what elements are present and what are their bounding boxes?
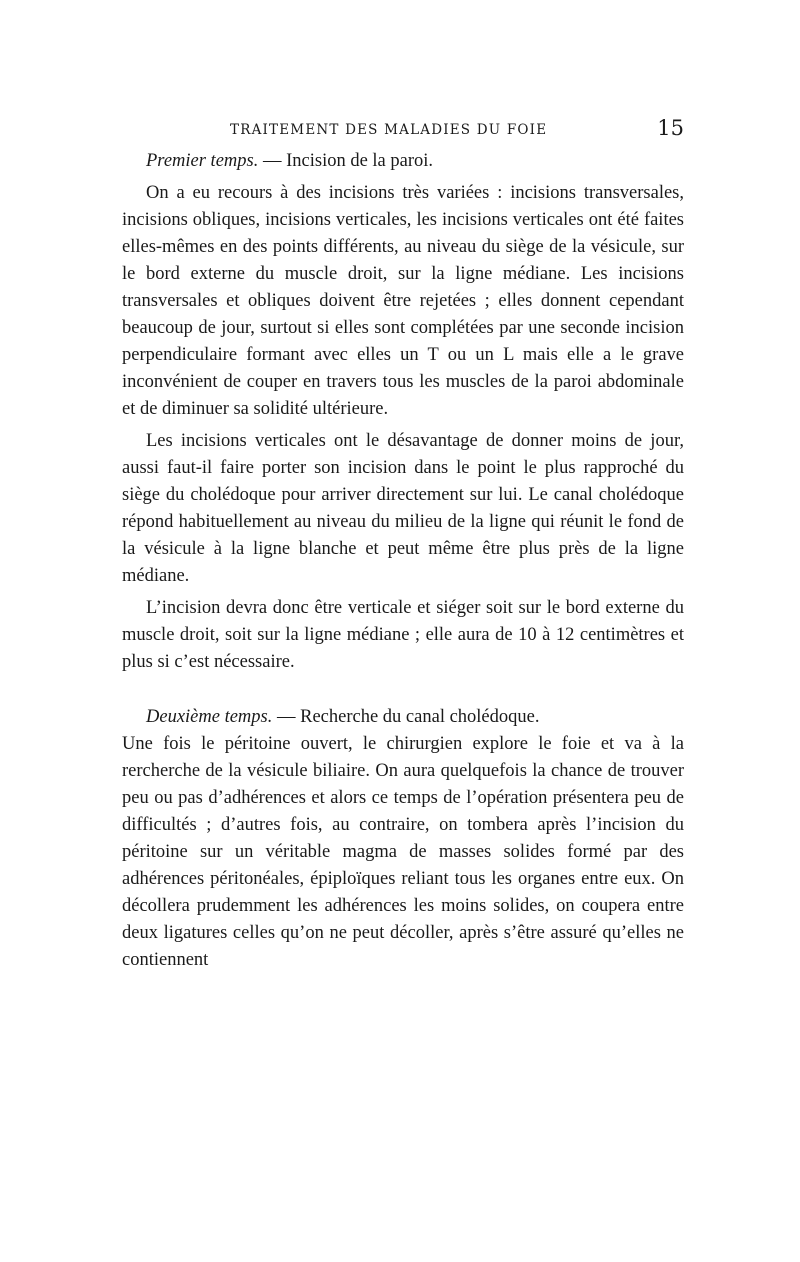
section-title: — Recherche du canal cholédoque.	[277, 707, 540, 727]
paragraph: L’incision devra donc être verticale et siéger soit sur le bord externe du muscle droit, soit sur la ligne médiane ; elle aura de 10 à 12 centimètres et plus si c’est nécessaire.	[122, 598, 684, 672]
section-label: Premier temps.	[146, 151, 259, 171]
page-content	[122, 148, 684, 974]
paragraph: Les incisions verticales ont le désavantage de donner moins de jour, aussi faut-il faire porter son incision dans le point le plus rapproché du siège du cholédoque pour arriver directement sur lui. Le canal cholédoque répond habituellement au niveau du milieu de la ligne qui réunit le fond de la vésicule à la ligne blanche et peut même être plus près de la ligne médiane.	[122, 431, 684, 586]
page-header	[122, 118, 684, 142]
section-heading-deuxieme-temps	[122, 704, 684, 731]
running-head: TRAITEMENT DES MALADIES DU FOIE	[230, 122, 548, 138]
section-heading-premier-temps	[122, 148, 684, 175]
paragraph: On a eu recours à des incisions très variées : incisions transversales, incisions obliques, incisions verticales, les incisions verticales ont été faites elles-mêmes en des points différents, au niveau du siège de la vésicule, sur le bord externe du muscle droit, sur la ligne médiane. Les incisions transversales et obliques doivent être rejetées ; elles donnent cependant beaucoup de jour, surtout si elles sont complétées par une seconde incision perpendiculaire formant avec elles un T ou un L mais elle a le grave inconvénient de couper en travers tous les muscles de la paroi abdominale et de diminuer sa solidité ultérieure.	[122, 183, 684, 419]
section-title: — Incision de la paroi.	[262, 151, 434, 171]
page-number: 15	[657, 116, 684, 140]
section-label: Deuxième temps.	[146, 707, 273, 727]
paragraph: Une fois le péritoine ouvert, le chirurgien explore le foie et va à la rercherche de la vésicule biliaire. On aura quelquefois la chance de trouver peu ou pas d’adhérences et alors ce temps de l’opération présentera peu de difficultés ; d’autres fois, au contraire, on tombera après l’incision du péritoine sur un véritable magma de masses solides formé par des adhérences péritonéales, épiploïques reliant tous les organes entre eux. On décollera prudemment les adhérences les moins solides, on coupera entre deux ligatures celles qu’on ne peut décoller, après s’être assuré qu’elles ne contiennent	[122, 734, 684, 970]
